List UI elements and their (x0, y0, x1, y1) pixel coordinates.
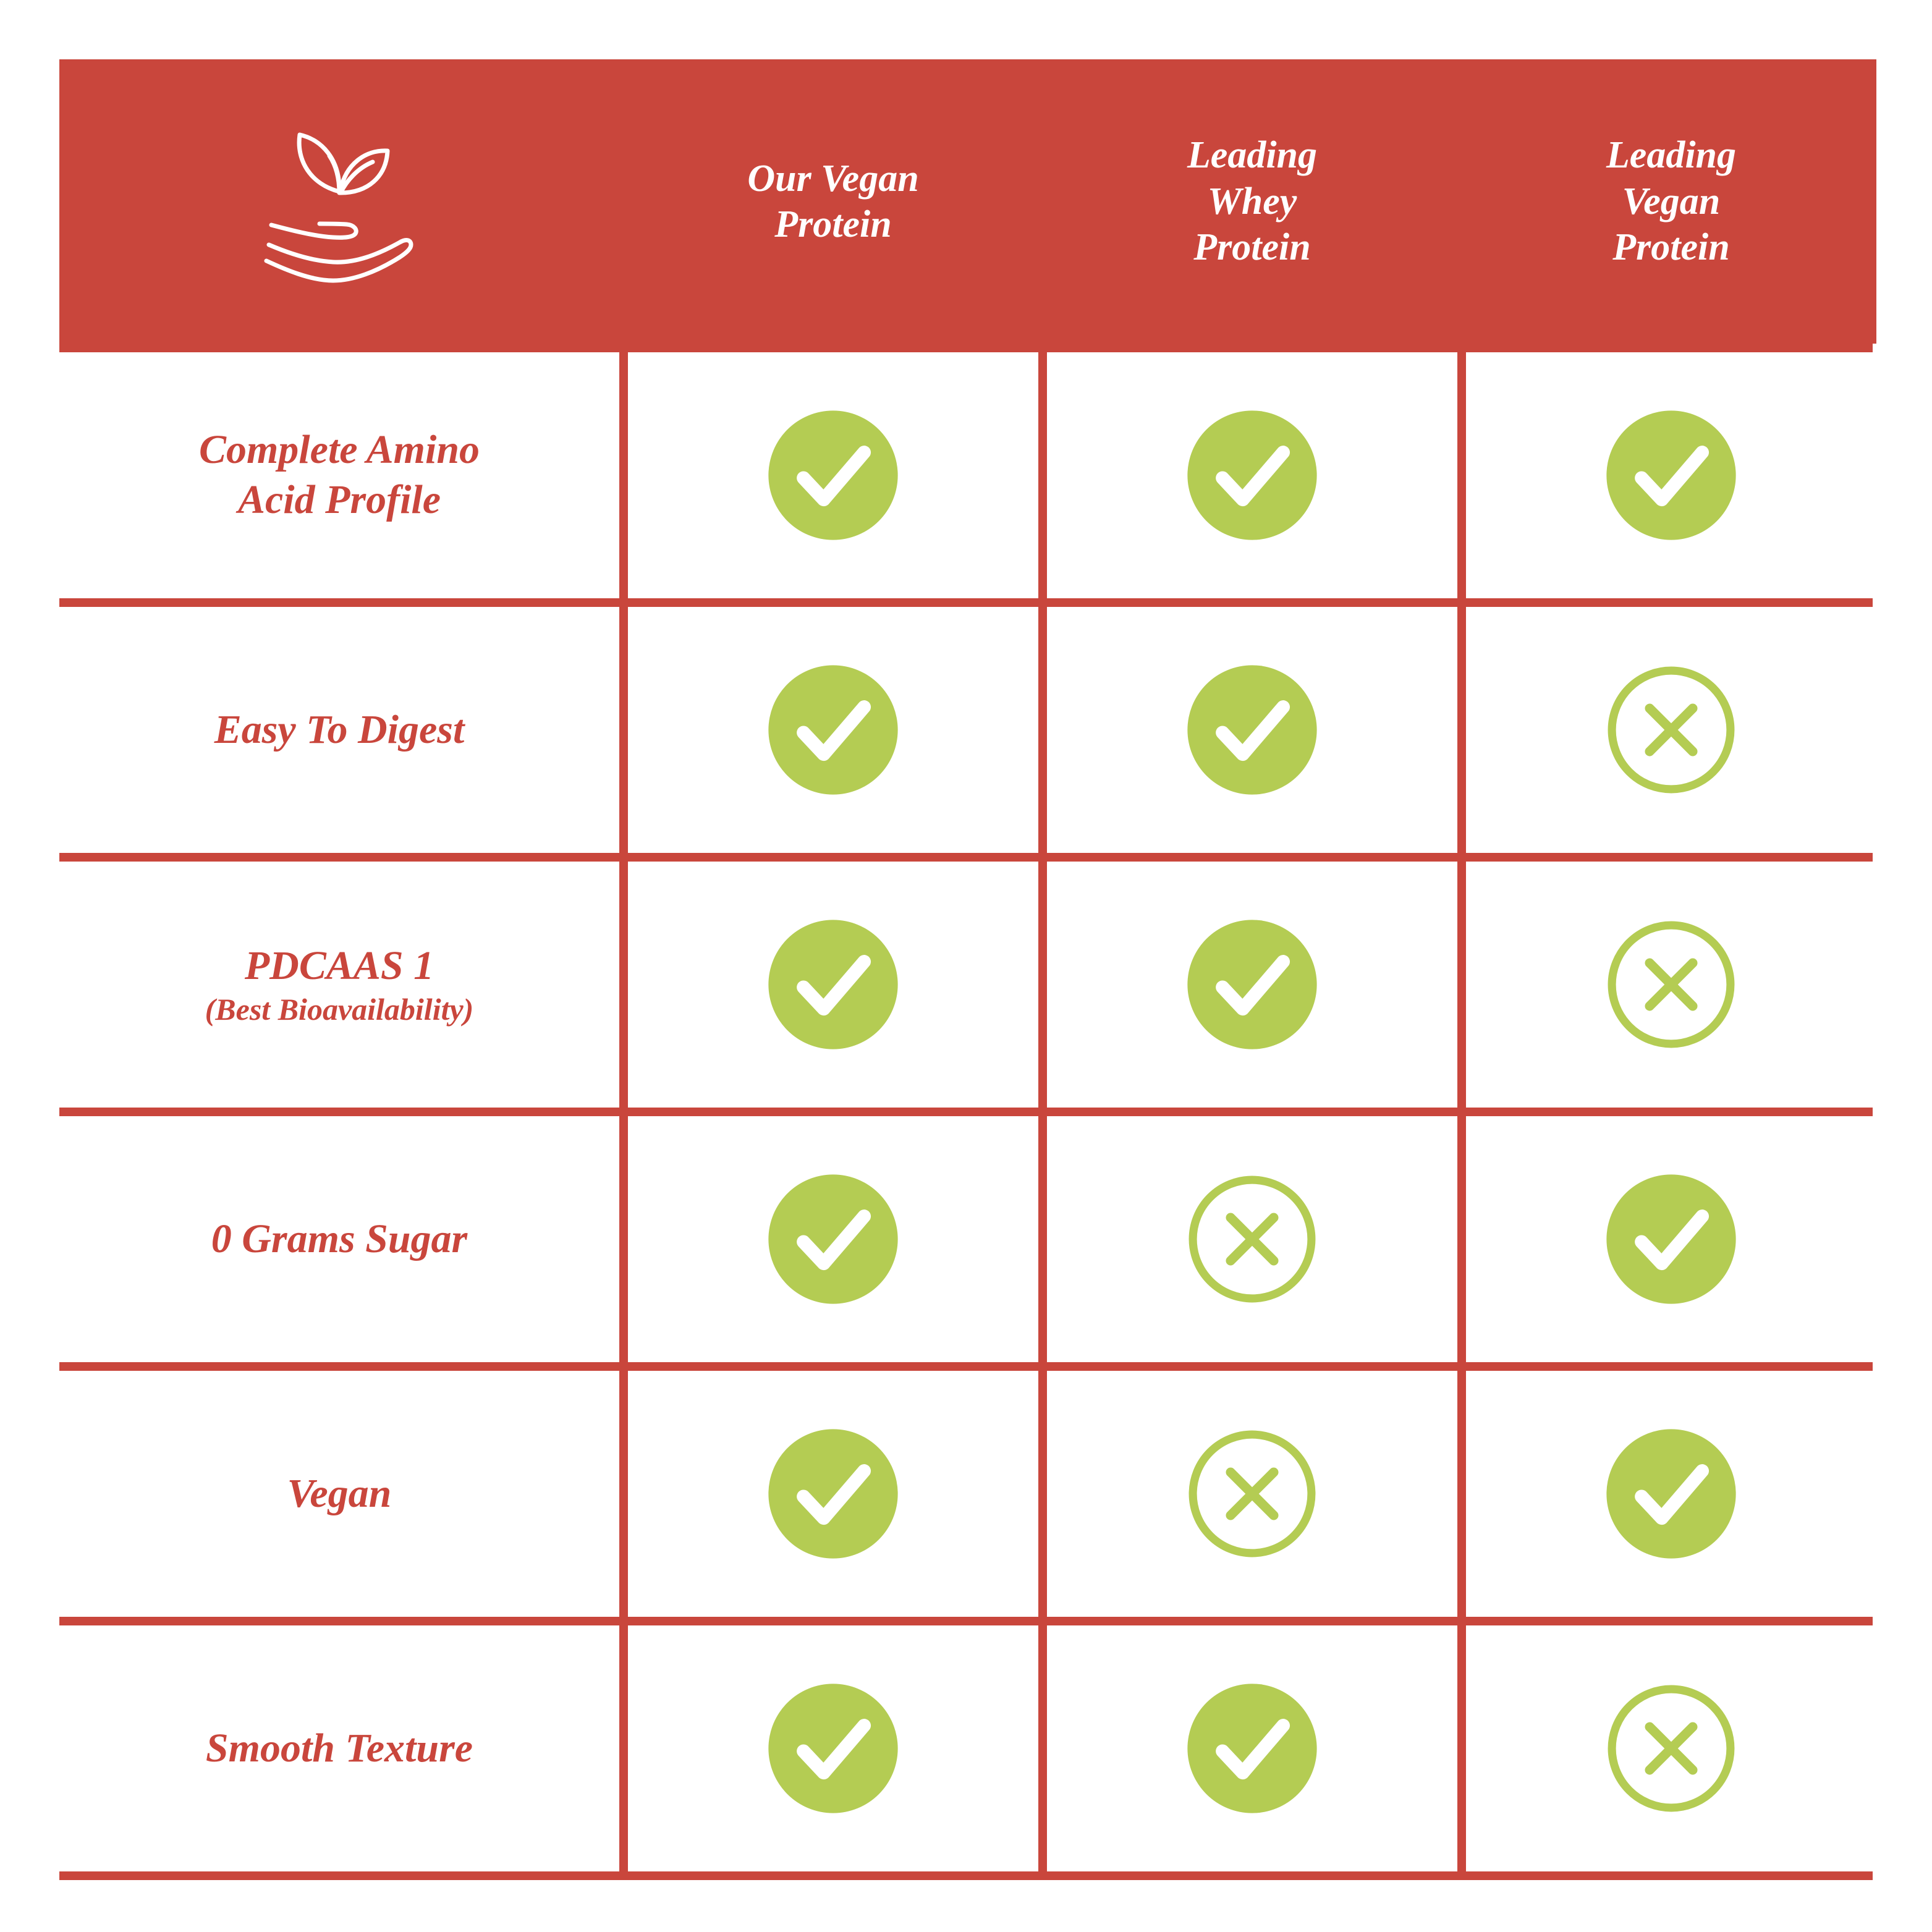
check-icon (1604, 1426, 1739, 1561)
value-cell-leading-whey (1047, 1625, 1457, 1871)
check-icon (1185, 663, 1320, 797)
check-icon (1604, 1172, 1739, 1307)
value-cell-our-vegan (628, 352, 1038, 598)
check-icon (766, 917, 900, 1052)
check-icon (1604, 408, 1739, 543)
cross-icon (1185, 1172, 1320, 1307)
value-cell-leading-whey (1047, 607, 1457, 853)
table-row (59, 607, 1873, 853)
feature-label: 0 Grams Sugar (211, 1216, 468, 1261)
cross-icon (1604, 663, 1739, 797)
column-header-leading-whey-protein (1047, 59, 1457, 344)
value-cell-leading-whey (1047, 352, 1457, 598)
column-header-label: Our Vegan Protein (747, 157, 919, 245)
hand-holding-leaf-icon (247, 115, 432, 300)
check-icon (766, 1681, 900, 1816)
value-cell-leading-vegan (1466, 862, 1876, 1108)
value-cell-our-vegan (628, 607, 1038, 853)
feature-cell (59, 1371, 619, 1617)
table-row (59, 1371, 1873, 1617)
column-header-our-vegan-protein (628, 59, 1038, 344)
check-icon (766, 408, 900, 543)
feature-label: Complete Amino Acid Profile (198, 427, 480, 522)
feature-label: PDCAAS 1 (Best Bioavailability) (205, 943, 474, 1027)
check-icon (1185, 408, 1320, 543)
value-cell-leading-whey (1047, 1371, 1457, 1617)
value-cell-leading-whey (1047, 1116, 1457, 1362)
check-icon (1185, 917, 1320, 1052)
feature-cell (59, 352, 619, 598)
column-header-label: Leading Vegan Protein (1606, 134, 1737, 269)
value-cell-leading-vegan (1466, 1371, 1876, 1617)
table-header-row (59, 59, 1873, 344)
table-row (59, 862, 1873, 1108)
value-cell-leading-vegan (1466, 1625, 1876, 1871)
value-cell-our-vegan (628, 1116, 1038, 1362)
value-cell-our-vegan (628, 1371, 1038, 1617)
cross-icon (1604, 917, 1739, 1052)
check-icon (766, 663, 900, 797)
value-cell-leading-vegan (1466, 607, 1876, 853)
table-row (59, 352, 1873, 598)
value-cell-leading-vegan (1466, 1116, 1876, 1362)
feature-cell (59, 1625, 619, 1871)
feature-label: Smooth Texture (205, 1725, 473, 1771)
cross-icon (1185, 1426, 1320, 1561)
check-icon (1185, 1681, 1320, 1816)
check-icon (766, 1426, 900, 1561)
column-header-leading-vegan-protein (1466, 59, 1876, 344)
check-icon (766, 1172, 900, 1307)
feature-cell (59, 1116, 619, 1362)
value-cell-leading-vegan (1466, 352, 1876, 598)
feature-label: Easy To Digest (214, 706, 465, 752)
feature-cell (59, 862, 619, 1108)
brand-logo-cell (59, 59, 619, 344)
table-row (59, 1116, 1873, 1362)
cross-icon (1604, 1681, 1739, 1816)
value-cell-leading-whey (1047, 862, 1457, 1108)
feature-sublabel: (Best Bioavailability) (205, 992, 474, 1027)
feature-cell (59, 607, 619, 853)
column-header-label: Leading Whey Protein (1187, 134, 1318, 269)
comparison-table (59, 59, 1873, 1880)
table-row (59, 1625, 1873, 1871)
feature-label: Vegan (287, 1470, 392, 1516)
value-cell-our-vegan (628, 1625, 1038, 1871)
value-cell-our-vegan (628, 862, 1038, 1108)
